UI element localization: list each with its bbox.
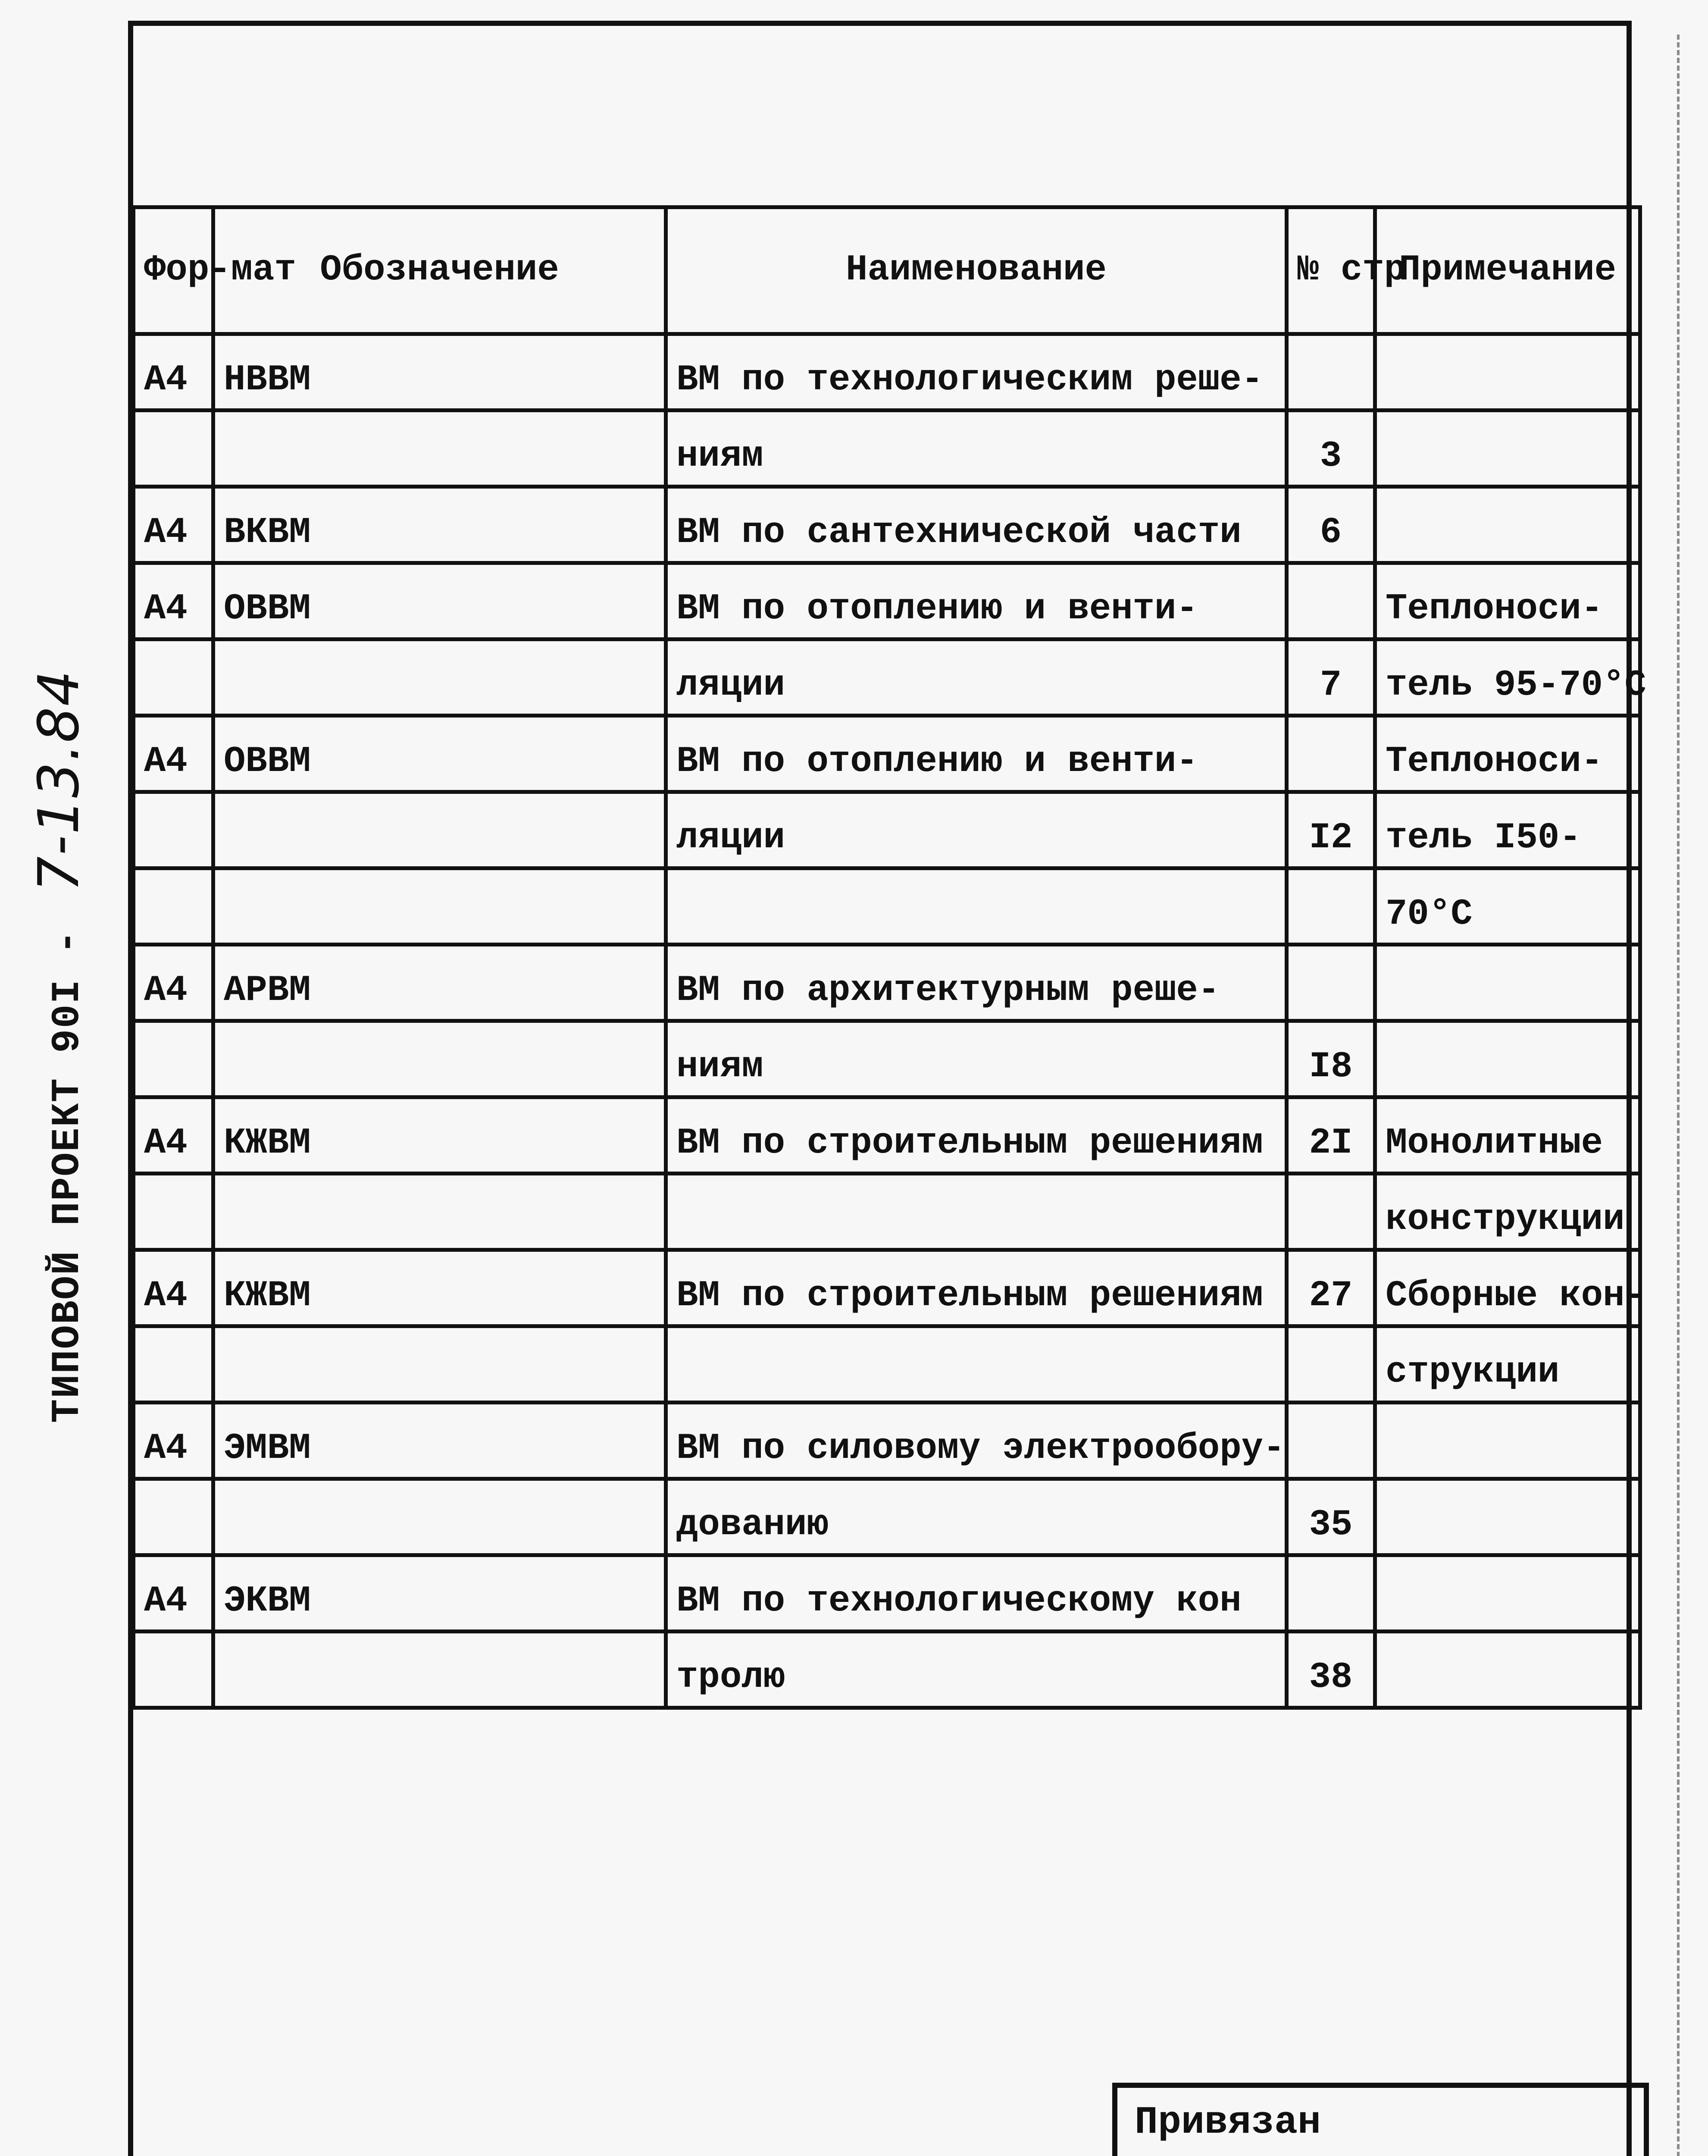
- cell-page: 38: [1287, 1632, 1375, 1708]
- cell-format: [134, 1021, 213, 1097]
- cell-note: Теплоноси-: [1375, 716, 1640, 792]
- cut-line: [1677, 34, 1682, 2156]
- cell-format: [134, 1479, 213, 1555]
- cell-designation: [213, 1021, 666, 1097]
- cell-page: 3: [1287, 411, 1375, 487]
- cell-name: ниям: [666, 411, 1287, 487]
- cell-designation: [213, 792, 666, 868]
- cell-format: А4: [134, 563, 213, 639]
- cell-format: А4: [134, 716, 213, 792]
- cell-designation: ОВВМ: [213, 716, 666, 792]
- cell-name: ВМ по силовому электрообору-: [666, 1403, 1287, 1479]
- cell-format: [134, 792, 213, 868]
- cell-designation: [213, 868, 666, 945]
- cell-designation: ЭКВМ: [213, 1555, 666, 1632]
- header-format: Фор-мат: [134, 207, 213, 334]
- cell-note: тель 95-70°С: [1375, 639, 1640, 716]
- table-header-row: [134, 207, 1640, 334]
- cell-name: [666, 1174, 1287, 1250]
- cell-format: [134, 411, 213, 487]
- table-row: [134, 716, 1640, 792]
- cell-note: [1375, 411, 1640, 487]
- cell-format: А4: [134, 487, 213, 563]
- table-row: [134, 792, 1640, 868]
- cell-note: [1375, 1021, 1640, 1097]
- cell-designation: КЖВМ: [213, 1250, 666, 1326]
- table-row: [134, 1555, 1640, 1632]
- cell-name: ВМ по строительным решениям: [666, 1097, 1287, 1174]
- cell-designation: [213, 1326, 666, 1403]
- cell-designation: ВКВМ: [213, 487, 666, 563]
- cell-name: ляции: [666, 792, 1287, 868]
- cell-format: [134, 1632, 213, 1708]
- cell-format: А4: [134, 1250, 213, 1326]
- cell-designation: [213, 1632, 666, 1708]
- cell-page: [1287, 334, 1375, 411]
- cell-page: [1287, 1555, 1375, 1632]
- table-row: [134, 1097, 1640, 1174]
- cell-note: [1375, 1555, 1640, 1632]
- cell-designation: КЖВМ: [213, 1097, 666, 1174]
- cell-designation: [213, 1174, 666, 1250]
- cell-note: [1375, 1632, 1640, 1708]
- cell-designation: НВВМ: [213, 334, 666, 411]
- cell-note: [1375, 1479, 1640, 1555]
- stamp-title: Привязан: [1135, 2101, 1321, 2145]
- table-row: [134, 868, 1640, 945]
- cell-page: [1287, 1174, 1375, 1250]
- table-row: [134, 334, 1640, 411]
- table-row: [134, 411, 1640, 487]
- cell-page: I2: [1287, 792, 1375, 868]
- cell-note: [1375, 945, 1640, 1021]
- cell-format: А4: [134, 1097, 213, 1174]
- cell-format: А4: [134, 334, 213, 411]
- cell-format: А4: [134, 1403, 213, 1479]
- cell-name: ВМ по технологическому кон: [666, 1555, 1287, 1632]
- cell-page: 6: [1287, 487, 1375, 563]
- cell-format: А4: [134, 1555, 213, 1632]
- cell-page: 2I: [1287, 1097, 1375, 1174]
- table-row: [134, 1326, 1640, 1403]
- table-row: [134, 1250, 1640, 1326]
- cell-note: Теплоноси-: [1375, 563, 1640, 639]
- cell-format: [134, 1174, 213, 1250]
- cell-designation: ОВВМ: [213, 563, 666, 639]
- cell-name: дованию: [666, 1479, 1287, 1555]
- cell-note: [1375, 1403, 1640, 1479]
- cell-format: [134, 868, 213, 945]
- cell-note: [1375, 334, 1640, 411]
- cell-name: [666, 868, 1287, 945]
- cell-page: 27: [1287, 1250, 1375, 1326]
- table-row: [134, 1021, 1640, 1097]
- table-row: [134, 487, 1640, 563]
- cell-designation: [213, 1479, 666, 1555]
- header-designation: Обозначение: [213, 207, 666, 334]
- cell-designation: [213, 639, 666, 716]
- cell-page: [1287, 945, 1375, 1021]
- cell-format: А4: [134, 945, 213, 1021]
- cell-designation: [213, 411, 666, 487]
- table-row: [134, 563, 1640, 639]
- title-block-stamp: [1112, 2083, 1649, 2156]
- cell-note: Монолитные: [1375, 1097, 1640, 1174]
- cell-name: тролю: [666, 1632, 1287, 1708]
- table-row: [134, 1174, 1640, 1250]
- cell-name: ВМ по архитектурным реше-: [666, 945, 1287, 1021]
- cell-note: конструкции: [1375, 1174, 1640, 1250]
- cell-page: 7: [1287, 639, 1375, 716]
- cell-name: ВМ по строительным решениям: [666, 1250, 1287, 1326]
- cell-note: струкции: [1375, 1326, 1640, 1403]
- header-note: Примечание: [1375, 207, 1640, 334]
- cell-name: [666, 1326, 1287, 1403]
- table-row: [134, 639, 1640, 716]
- table-row: [134, 1479, 1640, 1555]
- cell-page: I8: [1287, 1021, 1375, 1097]
- cell-page: 35: [1287, 1479, 1375, 1555]
- cell-note: [1375, 487, 1640, 563]
- cell-name: ВМ по сантехнической части: [666, 487, 1287, 563]
- cell-name: ниям: [666, 1021, 1287, 1097]
- project-label-handwritten: 7-13.84: [26, 669, 91, 892]
- cell-designation: ЭМВМ: [213, 1403, 666, 1479]
- cell-name: ВМ по технологическим реше-: [666, 334, 1287, 411]
- table-row: [134, 1403, 1640, 1479]
- header-page: № стр: [1287, 207, 1375, 334]
- table-row: [134, 1632, 1640, 1708]
- specification-table: [131, 205, 1646, 1710]
- table-row: [134, 945, 1640, 1021]
- cell-designation: АРВМ: [213, 945, 666, 1021]
- cell-page: [1287, 563, 1375, 639]
- cell-note: Сборные кон-: [1375, 1250, 1640, 1326]
- cell-page: [1287, 1326, 1375, 1403]
- cell-name: ВМ по отоплению и венти-: [666, 563, 1287, 639]
- cell-page: [1287, 716, 1375, 792]
- cell-format: [134, 1326, 213, 1403]
- project-label-printed: ТИПОВОЙ ПРОЕКТ 90I -: [45, 929, 90, 1423]
- cell-name: ВМ по отоплению и венти-: [666, 716, 1287, 792]
- cell-format: [134, 639, 213, 716]
- cell-note: тель I50-: [1375, 792, 1640, 868]
- cell-name: ляции: [666, 639, 1287, 716]
- side-project-label: [26, 670, 91, 1423]
- cell-page: [1287, 1403, 1375, 1479]
- header-name: Наименование: [666, 207, 1287, 334]
- cell-page: [1287, 868, 1375, 945]
- cell-note: 70°С: [1375, 868, 1640, 945]
